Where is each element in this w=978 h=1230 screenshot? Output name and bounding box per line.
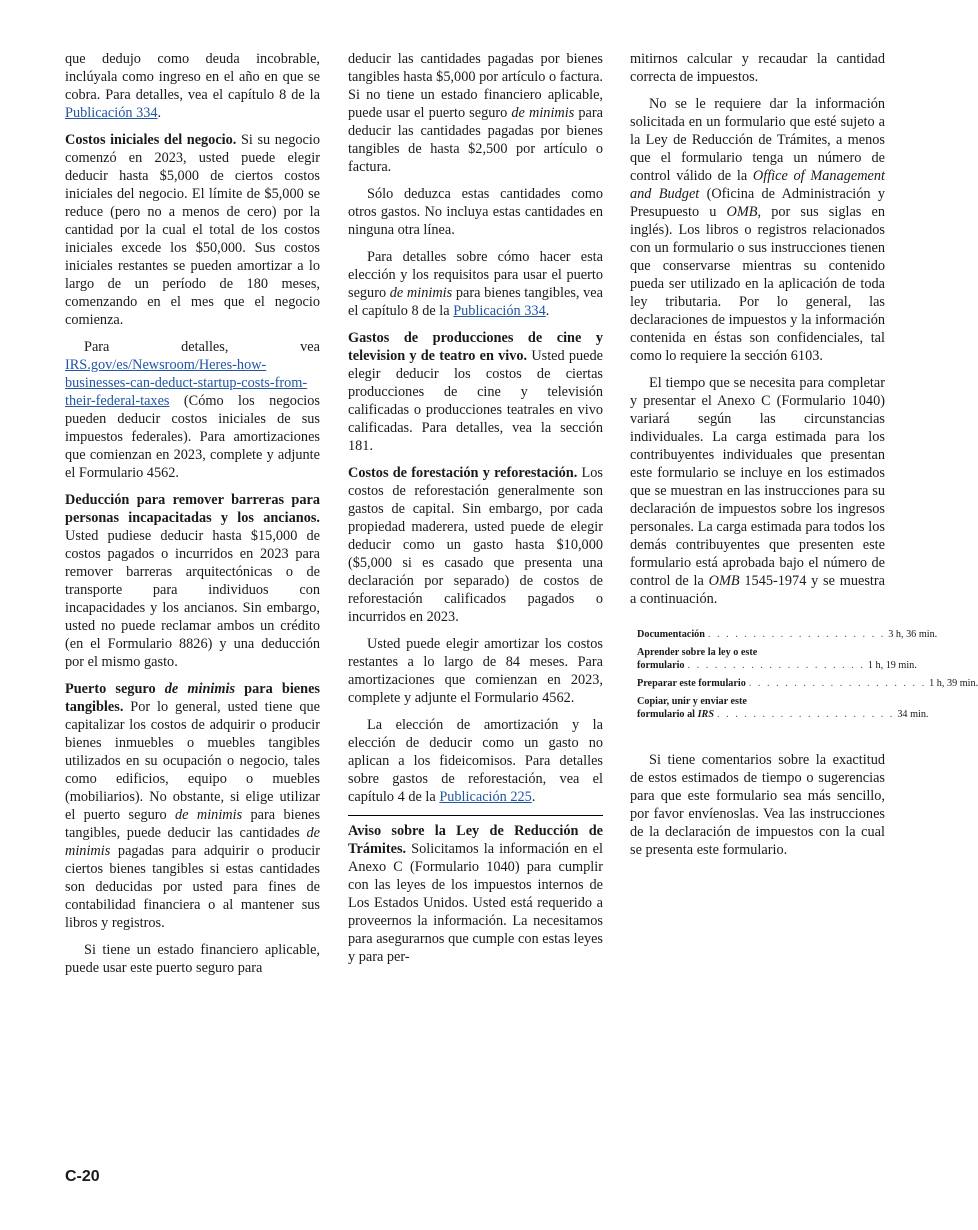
amortization-paragraph: Usted puede elegir amortizar los costos restantes a lo largo de 84 meses. Para amortizaciones que comienzan en 2023, complete y adjunte el Formulario 4562. bbox=[348, 636, 603, 706]
publication-225-link[interactable]: Publicación 225 bbox=[439, 789, 532, 805]
barriers-heading: Deducción para remover barreras para personas incapacitadas y los ancianos. bbox=[65, 492, 320, 526]
startup-costs-paragraph: Costos iniciales del negocio. Si su negocio comenzó en 2023, usted puede elegir deducir hasta $5,000 de ciertos costos iniciales del negocio. El límite de $5,000 se reduce (pero no a menos de cero) por la cantidad por la cual el total de los costos iniciales excede los $50,000. Sus costos iniciales restantes se pueden amortizar a lo largo de un período de 180 meses, comenzando en el mes que el negocio comienza. bbox=[65, 132, 320, 328]
time-burden-paragraph: El tiempo que se necesita para completar y presentar el Anexo C (Formulario 1040) variará según las circunstancias individuales. La carga estimada para los contribuyentes individuales que presentan este formulario se incluye en los estimados que se muestran en las instrucciones para su declaración de impuestos sobre los ingresos personales. La carga estimada para todos los demás contribuyentes que presenten este formulario está aprobada bajo el número de control de la OMB 1545-1974 y se muestra a continuación. bbox=[630, 375, 886, 607]
column-1 bbox=[65, 50, 320, 986]
publication-334-link[interactable]: Publicación 334 bbox=[65, 105, 158, 121]
paperwork-continued-paragraph: mitirnos calcular y recaudar la cantidad correcta de impuestos. bbox=[630, 51, 885, 85]
reforestation-heading: Costos de forestación y reforestación. bbox=[348, 465, 578, 481]
paperwork-reduction-heading: Aviso sobre la Ley de Reducción de Trámites. bbox=[348, 823, 603, 857]
safe-harbor-limits-paragraph: deducir las cantidades pagadas por bienes tangibles hasta $5,000 por artículo o factura. Si no tiene un estado financiero aplicable, puede usar el puerto seguro de minimis para deducir las cantidades pagadas por bienes tangibles de hasta $2,500 por artículo o factura. bbox=[348, 51, 603, 175]
time-estimate-table bbox=[637, 628, 978, 721]
comments-paragraph: Si tiene comentarios sobre la exactitud de estos estimados de tiempo o sugerencias para que este formulario sea más sencillo, por favor envíenoslas. Vea las instrucciones de la declaración de impuestos con la cual se presenta este formulario. bbox=[630, 752, 885, 858]
paperwork-reduction-paragraph: Aviso sobre la Ley de Reducción de Trámites. Solicitamos la información en el Anexo C (Formulario 1040) para cumplir con las leyes de los impuestos internos de Los Estados Unidos. Usted está requerido a proveernos la información. La necesitamos para asegurarnos que cumple con estas leyes y para per- bbox=[348, 823, 603, 965]
reforestation-paragraph: Costos de forestación y reforestación. Los costos de reforestación generalmente son gastos de capital. Sin embargo, por cada propiedad maderera, usted puede de elegir deducir como un gasto hasta $10,000 ($5,000 si es casado que presenta una declaración por separado) de costos de reforestación calificados pagados o incurridos en 2023. bbox=[348, 465, 603, 625]
election-details-paragraph: Para detalles sobre cómo hacer esta elección y los requisitos para usar el puerto seguro de minimis para bienes tangibles, vea el capítulo 8 de la Publicación 334. bbox=[348, 249, 603, 319]
barriers-paragraph: Deducción para remover barreras para personas incapacitadas y los ancianos. Usted pudiese deducir hasta $15,000 de costos pagados o incurridos en 2023 para remover barreras arquitectónicas o de transporte para individuos con incapacidades y los ancianos. Sin embargo, usted no puede reclamar ambos un crédito (en el Formulario 8826) y una deducción por el mismo gasto. bbox=[65, 492, 320, 670]
irs-startup-costs-link[interactable]: IRS.gov/es/Newsroom/Heres-how-businesses-can-deduct-startup-costs-from-their-federal-taxes bbox=[65, 357, 308, 409]
film-production-paragraph: Gastos de producciones de cine y television y de teatro en vivo. Usted puede elegir deducir los costos de ciertas producciones de cine y televisión calificadas o producciones teatrales en vivo calificadas. Para detalles, vea la sección 181. bbox=[348, 330, 603, 454]
omb-control-paragraph: No se le requiere dar la información solicitada en un formulario que esté sujeto a la Ley de Reducción de Trámites, a menos que el formulario tenga un número de control válido de la Office of Management and Budget (Oficina de Administración y Presupuesto u OMB, por sus siglas en inglés). Los libros o registros relacionados con un formulario o sus instrucciones tienen que conservarse mientras su contenido pueda ser utilizado en la aplicación de toda ley tributaria. Por lo general, las declaraciones de impuestos y la información contenida en éstas son confidenciales, tal como lo requiere la sección 6103. bbox=[630, 96, 886, 364]
startup-costs-heading: Costos iniciales del negocio. bbox=[65, 132, 237, 148]
deduct-other-expenses-paragraph: Sólo deduzca estas cantidades como otros gastos. No incluya estas cantidades en ninguna otra línea. bbox=[348, 186, 603, 238]
section-divider bbox=[348, 815, 603, 816]
column-3 bbox=[630, 50, 978, 868]
time-row-preparing: Preparar este formulario . . . . . . . . . . . . . . . . . . . . 1 h, 39 min. bbox=[637, 678, 978, 689]
trusts-paragraph: La elección de amortización y la elección de deducir como un gasto no aplican a los fideicomisos. Para detalles sobre gastos de reforestación, vea el capítulo 4 de la Publicación 225. bbox=[348, 717, 603, 805]
safe-harbor-heading: Puerto seguro de minimis para bienes tangibles. bbox=[65, 681, 320, 715]
publication-334-link-2[interactable]: Publicación 334 bbox=[453, 303, 546, 319]
financial-statement-paragraph: Si tiene un estado financiero aplicable, puede usar este puerto seguro para bbox=[65, 942, 320, 976]
startup-details-paragraph: Para detalles, vea IRS.gov/es/Newsroom/Heres-how-businesses-can-deduct-startup-costs-from-their-federal-taxes (Cómo los negocios pueden deducir costos iniciales de sus impuestos federales). Para amortizaciones que comienzan en 2023, complete y adjunte el Formulario 4562. bbox=[65, 339, 320, 481]
film-production-heading: Gastos de producciones de cine y television y de teatro en vivo. bbox=[348, 330, 603, 364]
safe-harbor-paragraph: Puerto seguro de minimis para bienes tangibles. Por lo general, usted tiene que capitalizar los costos de adquirir o producir bienes inmuebles o muebles tangibles utilizados en su ocupación o negocio, tales como edificios, equipo o muebles (mobiliarios). No obstante, si elige utilizar el puerto seguro de minimis para bienes tangibles, puede deducir las cantidades de minimis pagadas para adquirir o producir ciertos bienes tangibles si estas cantidades son deducidas por usted para fines de contabilidad financiera o al mantener sus libros y registros. bbox=[65, 681, 321, 931]
time-row-recordkeeping: Documentación . . . . . . . . . . . . . . . . . . . . 3 h, 36 min. bbox=[637, 629, 938, 640]
time-row-sending: Copiar, unir y enviar este formulario al IRS . . . . . . . . . . . . . . . . . . . . 34 min. bbox=[637, 696, 929, 720]
column-2 bbox=[348, 50, 603, 975]
bad-debt-paragraph: que dedujo como deuda incobrable, inclúyala como ingreso en el año en que se cobra. Para detalles, vea el capítulo 8 de la Publicación 334. bbox=[65, 51, 320, 121]
page-number: C-20 bbox=[65, 1168, 100, 1185]
time-row-learning: Aprender sobre la ley o este formulario . . . . . . . . . . . . . . . . . . . . 1 h, 19 min. bbox=[637, 647, 917, 671]
